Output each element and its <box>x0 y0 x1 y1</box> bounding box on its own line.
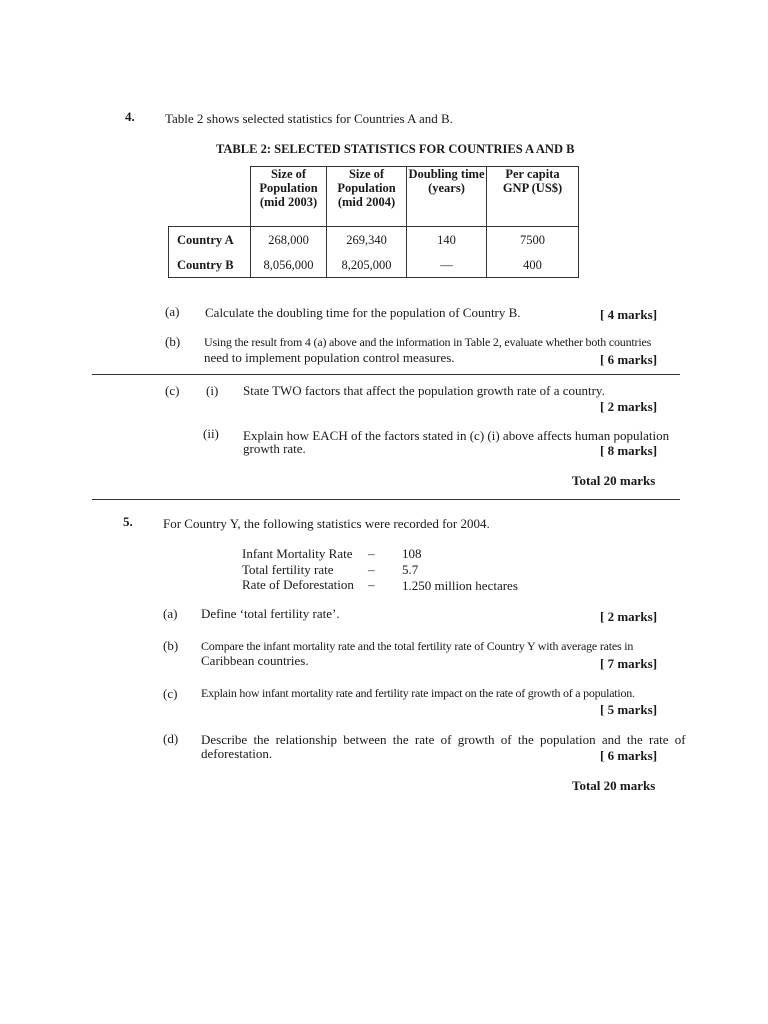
header-population-2004: Size of Population (mid 2004) <box>327 167 407 227</box>
stat-dash: – <box>368 577 375 592</box>
question-5b-line1: Compare the infant mortality rate and the total fertility rate of Country Y with average rates in <box>201 639 634 653</box>
question-5a-text: Define ‘total fertility rate’. <box>201 606 340 621</box>
question-5b-line2: Caribbean countries. <box>201 653 309 668</box>
table-cell: 8,205,000 <box>327 252 407 278</box>
header-gnp: Per capita GNP (US$) <box>487 167 579 227</box>
question-4-number: 4. <box>125 109 135 124</box>
stat-name: Infant Mortality Rate <box>242 546 353 561</box>
section-divider <box>92 374 680 375</box>
table-cell: 8,056,000 <box>251 252 327 278</box>
part-label: (c) <box>163 686 178 701</box>
header-doubling-time: Doubling time (years) <box>407 167 487 227</box>
question-5-total: Total 20 marks <box>572 778 656 793</box>
marks-4a: [ 4 marks] <box>600 307 658 322</box>
part-label: (b) <box>165 334 181 349</box>
table-row <box>169 227 579 253</box>
question-4b-line1: Using the result from 4 (a) above and the information in Table 2, evaluate whether both countries <box>204 335 652 349</box>
question-5c-text: Explain how infant mortality rate and fertility rate impact on the rate of growth of a population. <box>201 686 635 700</box>
stat-dash: – <box>368 546 375 561</box>
marks-5d: [ 6 marks] <box>600 748 658 763</box>
statistics-table <box>168 166 579 278</box>
marks-4b: [ 6 marks] <box>600 352 658 367</box>
part-label: (a) <box>163 606 178 621</box>
question-4-intro: Table 2 shows selected statistics for Countries A and B. <box>165 111 453 126</box>
table-cell: 7500 <box>487 227 579 253</box>
table-cell: 400 <box>487 252 579 278</box>
table-cell: — <box>407 252 487 278</box>
stat-value: 1.250 million hectares <box>402 578 518 593</box>
row-label: Country A <box>169 227 251 253</box>
marks-5b: [ 7 marks] <box>600 656 658 671</box>
table-title: TABLE 2: SELECTED STATISTICS FOR COUNTRIES A AND B <box>216 142 575 156</box>
question-5d-line1: Describe the relationship between the rate of growth of the population and the rate of <box>201 732 686 747</box>
marks-4ci: [ 2 marks] <box>600 399 658 414</box>
stat-dash: – <box>368 562 375 577</box>
question-4b-line2: need to implement population control measures. <box>204 350 455 365</box>
table-row <box>169 252 579 278</box>
question-5d-line2: deforestation. <box>201 746 273 761</box>
table-cell: 140 <box>407 227 487 253</box>
table-cell: 269,340 <box>327 227 407 253</box>
marks-5a: [ 2 marks] <box>600 609 658 624</box>
stat-name: Rate of Deforestation <box>242 577 354 592</box>
section-divider <box>92 499 680 500</box>
subpart-label: (ii) <box>203 426 219 441</box>
part-label: (d) <box>163 731 179 746</box>
part-label: (a) <box>165 304 180 319</box>
table-corner <box>169 167 251 227</box>
table-cell: 268,000 <box>251 227 327 253</box>
question-4-total: Total 20 marks <box>572 473 656 488</box>
marks-4cii: [ 8 marks] <box>600 443 658 458</box>
marks-5c: [ 5 marks] <box>600 702 658 717</box>
question-4a-text: Calculate the doubling time for the population of Country B. <box>205 305 521 320</box>
question-5-intro: For Country Y, the following statistics were recorded for 2004. <box>163 516 490 531</box>
header-population-2003: Size of Population (mid 2003) <box>251 167 327 227</box>
question-4cii-line1: Explain how EACH of the factors stated in (c) (i) above affects human population <box>243 428 670 443</box>
part-label: (b) <box>163 638 179 653</box>
question-4ci-text: State TWO factors that affect the population growth rate of a country. <box>243 383 605 398</box>
question-5-number: 5. <box>123 514 133 529</box>
subpart-label: (i) <box>206 383 219 398</box>
stat-value: 5.7 <box>402 562 419 577</box>
row-label: Country B <box>169 252 251 278</box>
question-4cii-line2: growth rate. <box>243 441 306 456</box>
stat-name: Total fertility rate <box>242 562 334 577</box>
stat-value: 108 <box>402 546 422 561</box>
part-label: (c) <box>165 383 180 398</box>
